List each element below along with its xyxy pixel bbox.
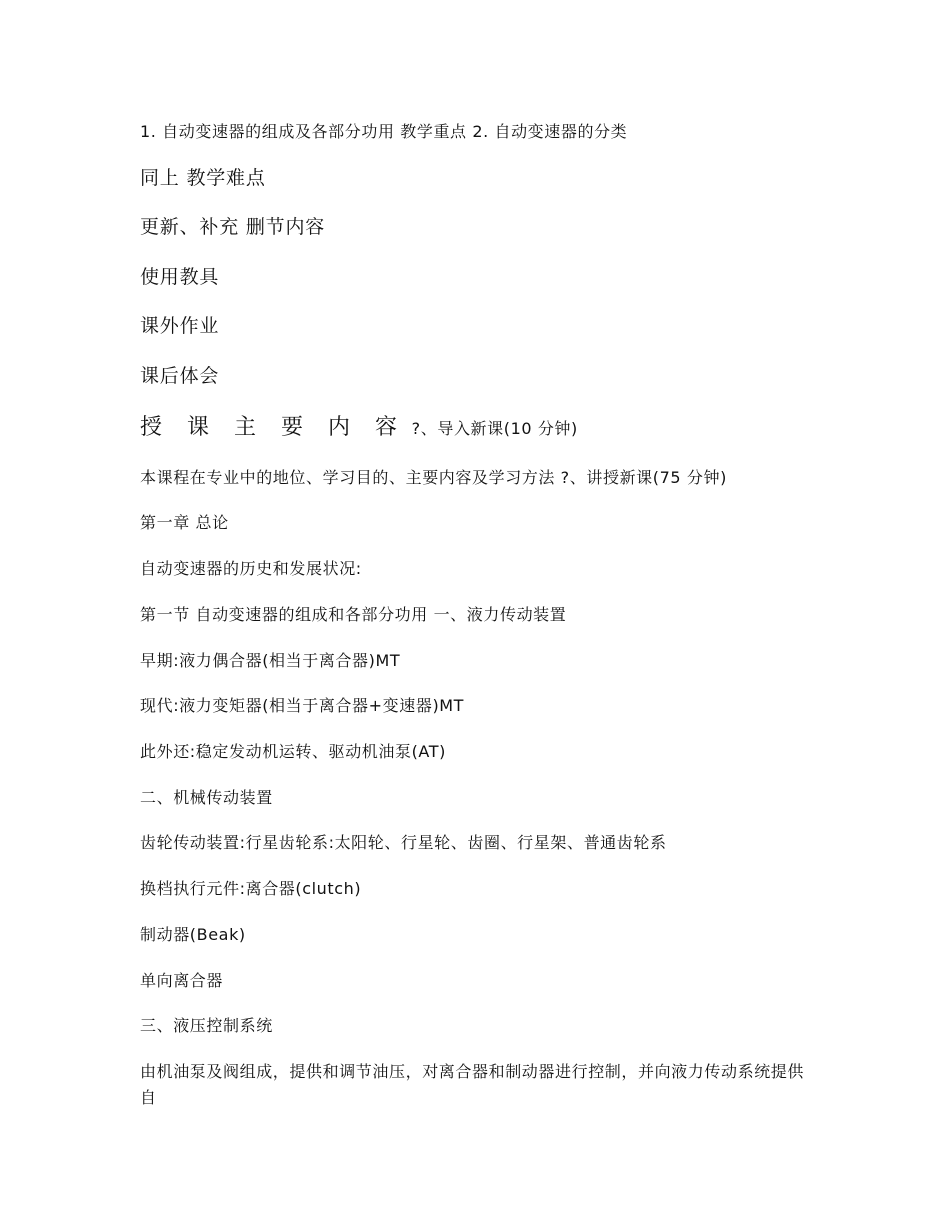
text-line-brake: 制动器(Beak) xyxy=(140,925,246,944)
text-line-update-supplement: 更新、补充 删节内容 xyxy=(140,216,326,238)
main-content-heading xyxy=(140,414,810,443)
text-line-teaching-focus: 1. 自动变速器的组成及各部分功用 教学重点 2. 自动变速器的分类 xyxy=(140,122,628,141)
text-line-one-way-clutch: 单向离合器 xyxy=(140,971,224,990)
text-paragraph-hydraulic: 由机油泵及阀组成，提供和调节油压，对离合器和制动器进行控制，并向液力传动系统提供自 xyxy=(140,1062,805,1107)
intro-new-lesson: ?、导入新课(10 分钟) xyxy=(411,419,578,438)
subsection-mechanical: 二、机械传动装置 xyxy=(140,788,273,807)
subsection-hydraulic: 三、液压控制系统 xyxy=(140,1016,273,1035)
chapter-heading: 第一章 总论 xyxy=(140,513,229,532)
text-line-gear-system: 齿轮传动装置:行星齿轮系:太阳轮、行星轮、齿圈、行星架、普通齿轮系 xyxy=(140,833,667,852)
text-line-additionally: 此外还:稳定发动机运转、驱动机油泵(AT) xyxy=(140,742,446,761)
text-line-modern: 现代:液力变矩器(相当于离合器+变速器)MT xyxy=(140,696,465,715)
text-line-reflection: 课后体会 xyxy=(140,365,220,387)
text-line-course-position: 本课程在专业中的地位、学习目的、主要内容及学习方法 ?、讲授新课(75 分钟) xyxy=(140,468,727,487)
text-line-history: 自动变速器的历史和发展状况: xyxy=(140,559,362,578)
main-content-title: 授 课 主 要 内 容 xyxy=(140,415,406,440)
text-line-shift-elements: 换档执行元件:离合器(clutch) xyxy=(140,879,362,898)
text-line-teaching-aids: 使用教具 xyxy=(140,266,220,288)
section-heading: 第一节 自动变速器的组成和各部分功用 一、液力传动装置 xyxy=(140,605,567,624)
text-line-homework: 课外作业 xyxy=(140,315,220,337)
text-line-early: 早期:液力偶合器(相当于离合器)MT xyxy=(140,651,401,670)
text-line-teaching-difficulty: 同上 教学难点 xyxy=(140,167,266,189)
